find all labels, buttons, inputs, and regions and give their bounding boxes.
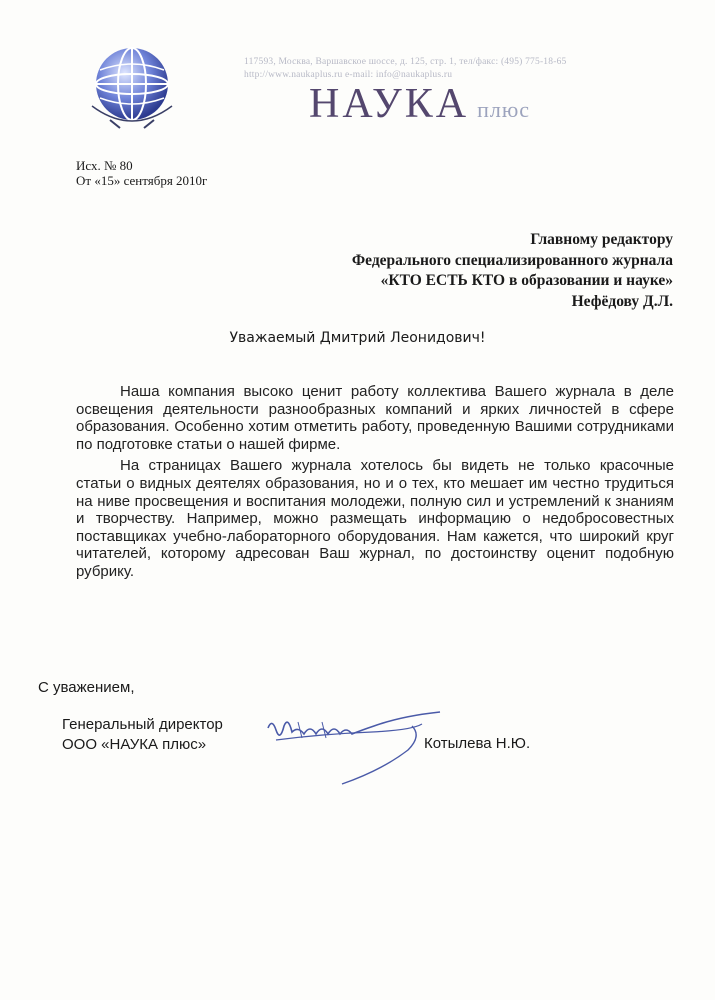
greeting: Уважаемый Дмитрий Леонидович! <box>229 330 486 346</box>
brand-main: НАУКА <box>309 81 470 127</box>
signer-title <box>62 715 223 755</box>
addressee-line-4: Нефёдову Д.Л. <box>571 292 673 310</box>
brand-sub: плюс <box>477 97 531 122</box>
addressee-block <box>352 230 673 312</box>
signer-company: ООО «НАУКА плюс» <box>62 736 207 753</box>
globe-logo-icon <box>86 40 178 132</box>
brand-logo-text <box>309 80 530 128</box>
reference-date: От «15» сентября 2010г <box>76 173 208 188</box>
addressee-line-3: «КТО ЕСТЬ КТО в образовании и науке» <box>380 272 673 289</box>
addressee-line-2: Федерального специализированного журнала <box>351 251 673 269</box>
body-paragraph-1: Наша компания высоко ценит работу коллектива Вашего журнала в деле освещения деятельности разнообразных компаний и ярких личностей в сфере образования. Особенно хотим отметить работу, проведенную Вашими сотрудниками по подготовке статьи о нашей фирме. <box>76 383 674 453</box>
letterhead-contacts <box>244 56 654 82</box>
signer-position: Генеральный директор <box>62 716 223 733</box>
addressee-line-1: Главному редактору <box>530 231 673 248</box>
letter-body <box>76 383 674 585</box>
body-paragraph-2: На страницах Вашего журнала хотелось бы видеть не только красочные статьи о видных деятелях образования, но и о тех, кто мешает им честно трудиться на ниве просвещения и воспитания молодежи, полную сил и устремлений к знаниям и творчеству. Например, можно размещать информацию о недобросовестных поставщиках учебно-лабораторного оборудования. Нам кажется, что широкий круг читателей, которому адресован Ваш журнал, по достоинству оценит подобную рубрику. <box>76 457 674 580</box>
closing-phrase: С уважением, <box>38 679 135 696</box>
contact-line-address: 117593, Москва, Варшавское шоссе, д. 125, стр. 1, тел/факс: (495) 775-18-65 <box>244 57 567 67</box>
reference-number: Исх. № 80 <box>76 158 133 173</box>
outgoing-reference <box>76 158 207 188</box>
contact-line-web: http://www.naukaplus.ru e-mail: info@naukaplus.ru <box>244 70 453 80</box>
signer-name: Котылева Н.Ю. <box>424 735 531 752</box>
